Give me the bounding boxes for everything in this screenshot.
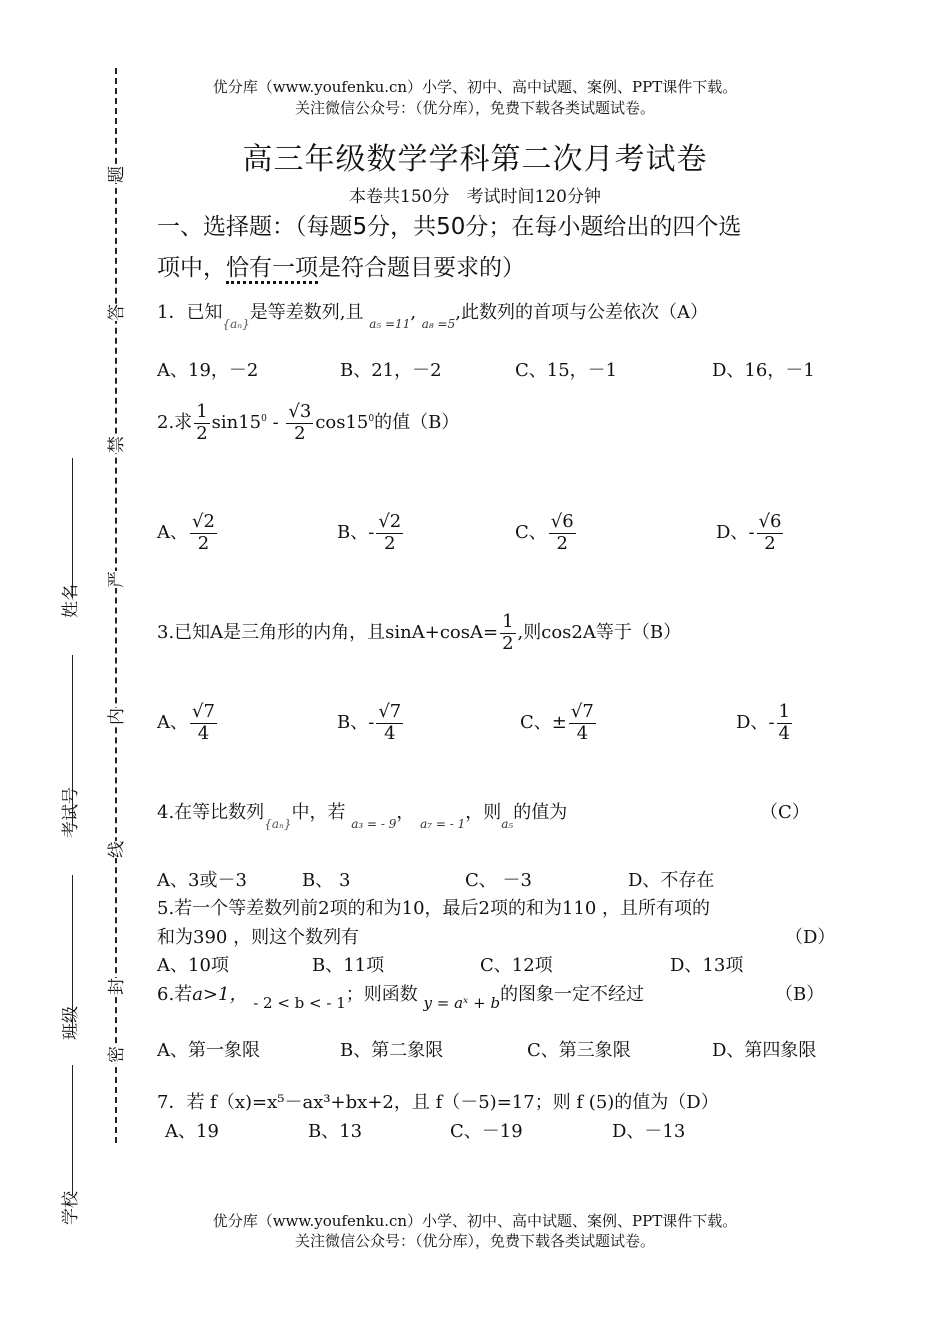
binding-char: 题 bbox=[100, 166, 129, 183]
term-a7: a₇ = - 1 bbox=[420, 817, 466, 831]
q2-option-a: A、 $\frac{√2}{2}$ bbox=[157, 511, 215, 554]
q7-option-c: C、－19 bbox=[450, 1121, 523, 1142]
q7-option-d: D、－13 bbox=[612, 1121, 686, 1142]
footer-line-1: 优分库（www.youfenku.cn）小学、初中、高中试题、案例、PPT课件下载。 bbox=[212, 1212, 738, 1230]
label-exam-number: 考试号 bbox=[61, 787, 81, 838]
q3-option-b: B、- $\frac{√7}{4}$ bbox=[337, 701, 402, 744]
q7-option-a: A、19 bbox=[165, 1121, 219, 1142]
condition-b: - 2 < b < - 1 bbox=[253, 994, 346, 1012]
q6-option-d: D、第四象限 bbox=[712, 1040, 817, 1061]
question-5-line-2: 和为390 ，则这个数列有 bbox=[157, 927, 360, 948]
term-a8: a₈ =5 bbox=[421, 317, 456, 331]
sequence-symbol: {aₙ} bbox=[222, 317, 250, 331]
q6-option-a: A、第一象限 bbox=[157, 1040, 260, 1061]
binding-char: 禁 bbox=[100, 436, 129, 453]
fraction-sqrt3-half: $\frac{√3}{2}$ bbox=[288, 401, 312, 444]
q6-option-b: B、第二象限 bbox=[340, 1040, 444, 1061]
binding-char: 封 bbox=[100, 978, 129, 995]
q3-option-a: A、 $\frac{√7}{4}$ bbox=[157, 701, 215, 744]
q2-option-b: B、- $\frac{√2}{2}$ bbox=[337, 511, 402, 554]
footer-line-2: 关注微信公众号：（优分库），免费下载各类试题试卷。 bbox=[294, 1232, 655, 1250]
question-6: 6.若a>1， $_{- 2 < b < - 1}$；则函数 $_{y = aˣ + b}$的图象一定不经过 bbox=[157, 984, 645, 1012]
page-title: 高三年级数学学科第二次月考试卷 bbox=[242, 142, 708, 177]
q3-option-d: D、- $\frac{1}{4}$ bbox=[736, 701, 790, 744]
q4-option-c: C、 －3 bbox=[465, 870, 532, 891]
q5-option-b: B、11项 bbox=[312, 955, 385, 976]
q5-option-a: A、10项 bbox=[157, 955, 229, 976]
q6-answer: （B） bbox=[775, 984, 825, 1005]
q2-option-d: D、- $\frac{√6}{2}$ bbox=[716, 511, 782, 554]
section-heading-line-2: 项中，恰有一项是符合题目要求的） bbox=[157, 249, 525, 282]
label-class: 班级 bbox=[61, 1006, 81, 1040]
term-a5: a₅ bbox=[501, 817, 514, 831]
q4-answer: （C） bbox=[760, 802, 810, 823]
q3-option-c: C、± $\frac{√7}{4}$ bbox=[520, 701, 594, 744]
school-underline bbox=[72, 1065, 73, 1195]
q5-answer: （D） bbox=[785, 927, 836, 948]
q6-option-c: C、第三象限 bbox=[527, 1040, 631, 1061]
q1-option-c: C、15，－1 bbox=[515, 360, 618, 381]
q1-option-d: D、16，－1 bbox=[712, 360, 815, 381]
emphasis-text: 恰有一项 bbox=[226, 255, 318, 284]
header-line-1: 优分库（www.youfenku.cn）小学、初中、高中试题、案例、PPT课件下载。 bbox=[212, 78, 738, 96]
q7-option-b: B、13 bbox=[308, 1121, 363, 1142]
q5-option-c: C、12项 bbox=[480, 955, 553, 976]
question-1: 1．已知$_{\{a_n\}}$是等差数列,且 $_{a_5 =11}$, $_{a_8 =5}$,此数列的首项与公差依次（A） bbox=[157, 302, 708, 331]
binding-char: 答 bbox=[100, 304, 129, 321]
binding-char: 线 bbox=[100, 841, 129, 858]
q5-option-d: D、13项 bbox=[670, 955, 744, 976]
question-2: 2.求 $\frac{1}{2}$ $\sin 15^0$ - $\frac{√3}{2}$ $\cos 15^0$的值（B） bbox=[157, 401, 460, 444]
header-line-2: 关注微信公众号：（优分库），免费下载各类试题试卷。 bbox=[294, 99, 655, 117]
label-name: 姓名 bbox=[61, 584, 81, 618]
name-underline bbox=[72, 458, 73, 598]
fraction-half: $\frac{1}{2}$ bbox=[196, 401, 208, 444]
q4-option-b: B、 3 bbox=[302, 870, 351, 891]
question-5-line-1: 5.若一个等差数列前2项的和为10，最后2项的和为110 ，且所有项的 bbox=[157, 898, 711, 919]
term-a3: a₃ = - 9 bbox=[351, 817, 397, 831]
q1-option-b: B、21，－2 bbox=[340, 360, 442, 381]
q2-option-c: C、 $\frac{√6}{2}$ bbox=[515, 511, 574, 554]
q4-option-a: A、3或－3 bbox=[157, 870, 247, 891]
question-7: 7．若 f（x)=x⁵－ax³+bx+2，且 f（－5)=17；则 f (5)的值为（D） bbox=[157, 1092, 719, 1113]
q4-option-d: D、不存在 bbox=[628, 870, 715, 891]
label-school: 学校 bbox=[61, 1191, 81, 1225]
q1-option-a: A、19，－2 bbox=[157, 360, 259, 381]
page-subtitle: 本卷共150分 考试时间120分钟 bbox=[349, 187, 601, 207]
binding-char: 内 bbox=[100, 708, 129, 725]
binding-char: 密 bbox=[100, 1046, 129, 1063]
question-4: 4.在等比数列$_{\{a_n\}}$中，若 $_{a_3 = - 9}$， $_{a_7 = - 1}$，则$_{a_5}$的值为 bbox=[157, 802, 568, 831]
section-heading-line-1: 一、选择题：（每题5分，共50分；在每小题给出的四个选 bbox=[157, 214, 742, 240]
binding-char: 严 bbox=[100, 571, 129, 588]
fraction-half: $\frac{1}{2}$ bbox=[502, 611, 514, 654]
sequence-symbol: {aₙ} bbox=[264, 817, 292, 831]
term-a5: a₅ =11 bbox=[369, 317, 411, 331]
function-expression: y = aˣ + b bbox=[423, 994, 501, 1012]
question-3: 3.已知A是三角形的内角，且sinA+cosA= $\frac{1}{2}$ ,则cos2A等于（B） bbox=[157, 611, 682, 654]
